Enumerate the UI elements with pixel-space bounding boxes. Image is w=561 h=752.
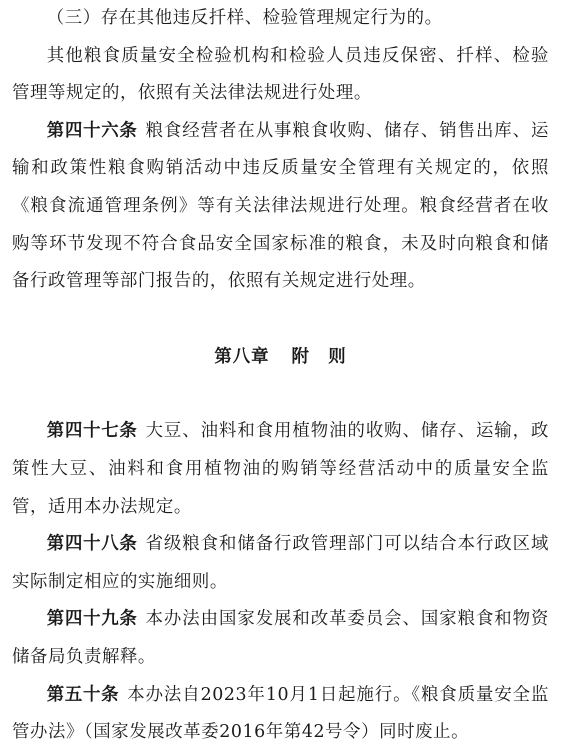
chapter-number: 第八章	[214, 346, 270, 367]
article-text: 本办法由国家发展和改革委员会、国家粮食和物资储备局负责解释。	[12, 609, 549, 667]
article-text: 省级粮食和储备行政管理部门可以结合本行政区域实际制定相应的实施细则。	[12, 534, 549, 592]
article-50	[12, 677, 549, 752]
article-48	[12, 526, 549, 601]
article-text: 粮食经营者在从事粮食收购、储存、销售出库、运输和政策性粮食购销活动中违反质量安全管理有关规定的，依照《粮食流通管理条例》等有关法律法规进行处理。粮食经营者在收购等环节发现不符合食品安全国家标准的粮食，未及时向粮食和储备行政管理等部门报告的，依照有关规定进行处理。	[12, 120, 549, 292]
article-number: 第四十六条	[46, 120, 138, 141]
paragraph-text: 其他粮食质量安全检验机构和检验人员违反保密、扦样、检验管理等规定的，依照有关法律法规进行处理。	[12, 45, 549, 104]
article-text: 本办法自2023年10月1日起施行。《粮食质量安全监管办法》（国家发展改革委2016年第42号令）同时废止。	[12, 684, 549, 743]
chapter-title: 附 则	[291, 346, 347, 367]
paragraph-item-3	[12, 0, 549, 38]
article-46	[12, 113, 549, 301]
article-number: 第四十七条	[46, 421, 138, 442]
article-number: 第四十八条	[46, 534, 138, 555]
article-47	[12, 413, 549, 526]
paragraph-text: （三）存在其他违反扦样、检验管理规定行为的。	[46, 8, 443, 28]
paragraph-other-agencies	[12, 38, 549, 113]
article-49	[12, 601, 549, 676]
article-number: 第四十九条	[46, 609, 138, 630]
chapter-heading	[12, 339, 549, 377]
article-number: 第五十条	[46, 684, 120, 705]
article-text: 大豆、油料和食用植物油的收购、储存、运输，政策性大豆、油料和食用植物油的购销等经营活动中的质量安全监管，适用本办法规定。	[12, 421, 549, 517]
